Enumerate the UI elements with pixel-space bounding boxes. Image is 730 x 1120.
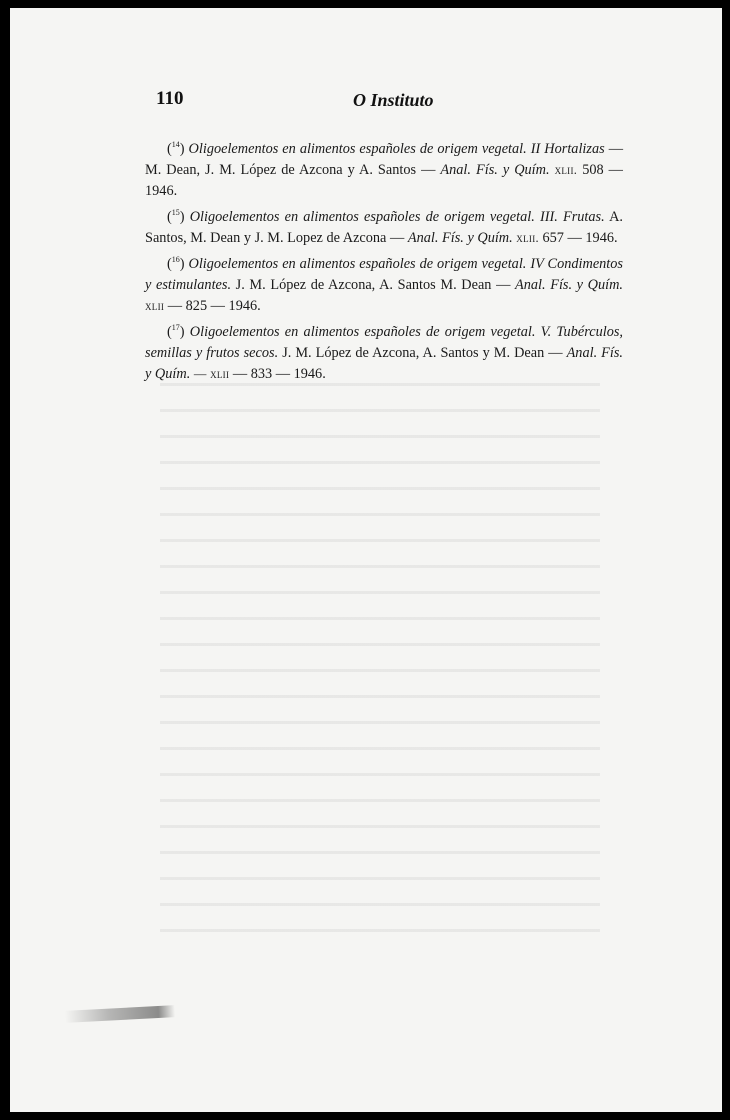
footnote-volume: xlii.	[554, 163, 578, 177]
footnote-number: 15	[171, 208, 180, 217]
footnote-title: Oligoelementos en alimentos españoles de origem vegetal. III. Frutas.	[189, 209, 605, 225]
footnote-title: Oligoelementos en alimentos españoles de origem vegetal. IV Condimentos y estimulantes.	[145, 256, 623, 293]
separator: —	[491, 277, 516, 293]
footnote-pages: 508 — 1946.	[145, 162, 623, 199]
footnote-volume: xlii	[145, 299, 165, 313]
footnote-17: ($^{17}$) Oligoelementos en alimentos españoles de origem vegetal. V. Tubérculos, semillas y frutos secos. J. M. López de Azcona, A. Santos y M. Dean — Anal. Fís. y Quím. — xlii — 833 — 1946.	[145, 323, 623, 382]
footnote-16: ($^{16}$) Oligoelementos en alimentos españoles de origem vegetal. IV Condimentos y estimulantes. J. M. López de Azcona, A. Santos M. Dean — Anal. Fís. y Quím. xlii — 825 — 1946.	[145, 255, 624, 314]
footnote-14: ($^{14}$) Oligoelementos en alimentos españoles de origem vegetal. II Hortalizas — M. Dean, J. M. López de Azcona y A. Santos — Anal. Fís. y Quím. xlii. 508 — 1946.	[145, 140, 623, 199]
ink-smudge	[65, 1005, 175, 1023]
footnote-volume: — xlii	[193, 367, 230, 381]
separator: —	[416, 162, 441, 178]
footnote-number: 17	[171, 323, 180, 332]
footnote-journal: Anal. Fís. y Quím.	[515, 277, 624, 293]
footnote-authors: J. M. López de Azcona, A. Santos M. Dean	[235, 277, 492, 293]
footnote-pages: — 825 — 1946.	[167, 298, 261, 314]
footnote-15: ($^{15}$) Oligoelementos en alimentos españoles de origem vegetal. III. Frutas. A. Santos, M. Dean y J. M. Lopez de Azcona — Anal. Fís. y Quím. xlii. 657 — 1946.	[145, 208, 623, 246]
footnote-authors: J. M. López de Azcona, A. Santos y M. Dean	[282, 345, 545, 361]
footnote-journal: Anal. Fís. y Quím.	[407, 230, 513, 246]
footnote-authors: A. Santos, M. Dean y J. M. Lopez de Azcona	[145, 209, 623, 246]
footnote-title: Oligoelementos en alimentos españoles de origem vegetal. II Hortalizas	[188, 141, 605, 157]
footnotes	[145, 134, 623, 385]
separator: —	[604, 141, 623, 157]
separator: —	[386, 230, 408, 246]
footnote-title: Oligoelementos en alimentos españoles de origem vegetal. V. Tubérculos, semillas y frutos secos.	[145, 324, 623, 361]
footnote-pages: — 833 — 1946.	[232, 366, 326, 382]
show-through-text	[160, 383, 600, 943]
footnote-pages: 657 — 1946.	[542, 230, 618, 246]
footnote-number: 16	[171, 255, 180, 264]
running-title: O Instituto	[353, 90, 434, 110]
document-page	[10, 8, 722, 1112]
separator: —	[544, 345, 567, 361]
footnote-journal: Anal. Fís. y Quím.	[145, 345, 623, 382]
page-number: 110	[156, 88, 184, 109]
footnote-authors: M. Dean, J. M. López de Azcona y A. Santos	[145, 162, 417, 178]
footnote-number: 14	[171, 140, 180, 149]
footnote-volume: xlii.	[516, 231, 539, 245]
page-header	[10, 88, 722, 118]
footnote-journal: Anal. Fís. y Quím.	[440, 162, 550, 178]
